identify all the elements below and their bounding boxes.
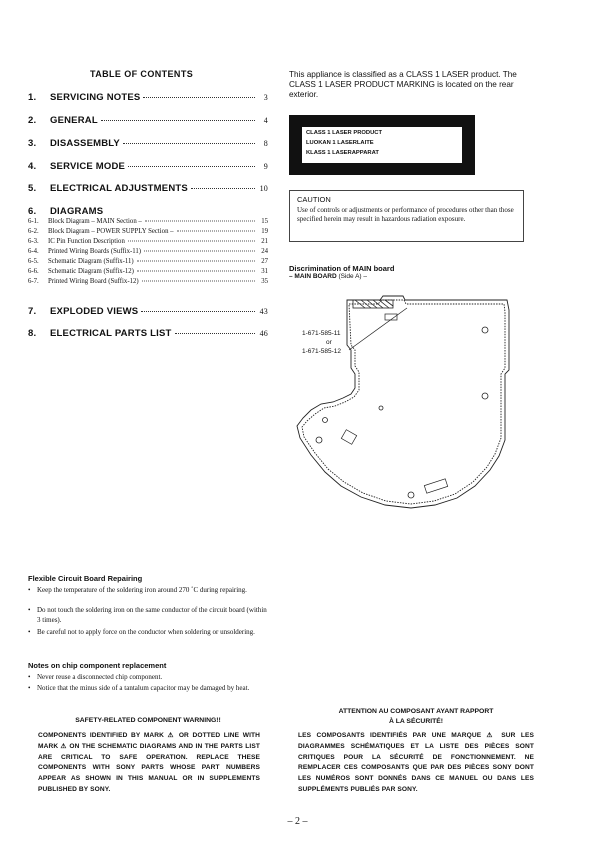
safety-warning-title: SAFETY-RELATED COMPONENT WARNING!!	[75, 717, 221, 724]
toc-item-page: 46	[259, 329, 268, 338]
safety-warning-text: COMPONENTS IDENTIFIED BY MARK ⚠ OR DOTTED LINE WITH MARK ⚠ ON THE SCHEMATIC DIAGRAMS AND IN THE PARTS LIST ARE CRITICAL TO SAFE OPERATION. REPLACE THESE COMPONENTS WITH SONY PARTS WHOSE PART NUMBERS APPEAR AS SHOWN IN THIS MANUAL OR IN SUPPLEMENTS PUBLISHED BY SONY.	[38, 732, 260, 793]
toc-subitem-number: 6-7.	[28, 278, 39, 285]
toc-item-number: 1.	[28, 92, 37, 103]
toc-item-label: DIAGRAMS	[50, 206, 104, 217]
toc-subitem-label: Schematic Diagram (Suffix-12)	[48, 268, 134, 275]
chip-notes-title: Notes on chip component replacement	[28, 661, 167, 670]
toc-subitem-page: 21	[261, 238, 268, 245]
toc-subitem-page: 27	[261, 258, 268, 265]
caution-box	[289, 190, 524, 242]
toc-subitem-page: 24	[261, 248, 268, 255]
bullet-text: Notice that the minus side of a tantalum capacitor may be damaged by heat.	[37, 684, 250, 692]
attention-text: LES COMPOSANTS IDENTIFIÉS PAR UNE MARQUE ⚠ SUR LES DIAGRAMMES SCHÉMATIQUES ET LA LISTE DES PIÈCES SONT CRITIQUES POUR LA SÉCURITÉ DE FONCTIONNEMENT. NE REMPLACER CES COMPOSANTS QUE PAR DES PIÈCES SONY DONT LES NUMÉROS SONT DONNÉS DANS CE MANUEL OU DANS LES SUPPLÉMENTS PUBLIÉS PAR SONY.	[298, 732, 534, 793]
toc-subitem-number: 6-6.	[28, 268, 39, 275]
main-board-diagram	[285, 290, 540, 515]
discrimination-title: Discrimination of MAIN board	[289, 264, 395, 273]
toc-item-number: 6.	[28, 206, 37, 217]
toc-item-electrical-parts-list[interactable]	[28, 328, 268, 339]
toc-leader-dots	[137, 271, 255, 272]
toc-item-number: 3.	[28, 138, 37, 149]
toc-item-label: ELECTRICAL ADJUSTMENTS	[50, 183, 188, 194]
toc-subitem-label: Block Diagram – POWER SUPPLY Section –	[48, 228, 174, 235]
toc-leader-dots	[177, 231, 255, 232]
caution-text: Use of controls or adjustments or performance of procedures other than those specified herein may result in hazardous radiation exposure.	[297, 206, 514, 223]
toc-item-page: 8	[263, 139, 268, 148]
toc-item-diagrams[interactable]	[28, 206, 268, 217]
toc-item-number: 4.	[28, 161, 37, 172]
toc-subitem[interactable]	[28, 278, 268, 285]
toc-subitem-number: 6-4.	[28, 248, 39, 255]
flex-repair-title: Flexible Circuit Board Repairing	[28, 574, 143, 583]
toc-leader-dots	[101, 120, 255, 121]
discrimination-subtitle	[289, 273, 367, 280]
toc-subitem[interactable]	[28, 258, 268, 265]
toc-leader-dots	[123, 143, 255, 144]
toc-item-page: 3	[263, 93, 268, 102]
toc-leader-dots	[137, 261, 255, 262]
laser-label-line: CLASS 1 LASER PRODUCT	[306, 130, 383, 136]
toc-item-electrical-adjustments[interactable]	[28, 183, 268, 194]
toc-subitem[interactable]	[28, 238, 268, 245]
toc-subitem-page: 31	[261, 268, 268, 275]
bullet-text: Be careful not to apply force on the conductor when soldering or unsoldering.	[37, 628, 255, 636]
toc-item-label: SERVICING NOTES	[50, 92, 141, 103]
toc-leader-dots	[142, 281, 255, 282]
board-pads	[341, 314, 447, 493]
toc-leader-dots	[141, 311, 255, 312]
toc-subitem-page: 19	[261, 228, 268, 235]
toc-leader-dots	[144, 251, 255, 252]
toc-leader-dots	[143, 97, 255, 98]
board-side: (Side A) –	[336, 273, 368, 280]
toc-item-general[interactable]	[28, 115, 268, 126]
toc-leader-dots	[175, 333, 255, 334]
toc-subitem-page: 15	[261, 218, 268, 225]
chip-notes-bullet: • Notice that the minus side of a tantalum capacitor may be damaged by heat.	[28, 684, 268, 694]
laser-label-line: LUOKAN 1 LASERLAITE	[306, 140, 374, 146]
bullet-text: Keep the temperature of the soldering iron around 270 ˚C during repairing.	[37, 586, 247, 594]
toc-item-page: 9	[263, 162, 268, 171]
toc-item-number: 8.	[28, 328, 37, 339]
flex-repair-bullet: • Keep the temperature of the soldering iron around 270 ˚C during repairing.	[28, 586, 268, 596]
toc-leader-dots	[128, 241, 255, 242]
toc-subitem-label: Printed Wiring Boards (Suffix-11)	[48, 248, 142, 255]
toc-item-number: 5.	[28, 183, 37, 194]
toc-leader-dots	[128, 166, 255, 167]
toc-subitem-number: 6-5.	[28, 258, 39, 265]
toc-item-label: GENERAL	[50, 115, 98, 126]
attention-title-line: ATTENTION AU COMPOSANT AYANT RAPPORT	[338, 708, 494, 715]
toc-subitem-number: 6-1.	[28, 218, 39, 225]
flex-repair-bullet: • Be careful not to apply force on the conductor when soldering or unsoldering.	[28, 628, 268, 638]
toc-leader-dots	[191, 188, 255, 189]
chip-notes-bullet: • Never reuse a disconnected chip component.	[28, 673, 268, 683]
toc-subitem-number: 6-3.	[28, 238, 39, 245]
toc-subitem-label: Schematic Diagram (Suffix-11)	[48, 258, 134, 265]
mounting-holes	[316, 327, 488, 498]
toc-subitem[interactable]	[28, 218, 268, 225]
toc-subitem-page: 35	[261, 278, 268, 285]
flex-repair-bullet: • Do not touch the soldering iron on the same conductor of the circuit board (within 3 times).	[28, 606, 267, 624]
toc-item-label: DISASSEMBLY	[50, 138, 120, 149]
toc-item-label: ELECTRICAL PARTS LIST	[50, 328, 172, 339]
board-connector	[353, 300, 393, 308]
board-name: – MAIN BOARD	[289, 273, 337, 280]
bullet-text: Do not touch the soldering iron on the same conductor of the circuit board (within 3 times).	[37, 606, 267, 624]
toc-item-page: 43	[259, 307, 268, 316]
toc-item-service-mode[interactable]	[28, 161, 268, 172]
toc-item-page: 10	[259, 184, 268, 193]
laser-class-notice: This appliance is classified as a CLASS 1 LASER product. The CLASS 1 LASER PRODUCT MARKING is located on the rear exterior.	[289, 70, 517, 99]
leader-line	[349, 308, 407, 350]
toc-item-label: SERVICE MODE	[50, 161, 126, 172]
toc-item-number: 7.	[28, 306, 37, 317]
toc-item-number: 2.	[28, 115, 37, 126]
toc-subitem-label: IC Pin Function Description	[48, 238, 125, 245]
toc-item-disassembly[interactable]	[28, 138, 268, 149]
toc-subitem[interactable]	[28, 268, 268, 275]
toc-item-servicing-notes[interactable]	[28, 92, 268, 103]
toc-item-exploded-views[interactable]	[28, 306, 268, 317]
page-number: – 2 –	[287, 816, 308, 827]
part-number-1: 1-671-585-11	[302, 330, 341, 337]
toc-item-label: EXPLODED VIEWS	[50, 306, 139, 317]
toc-subitem[interactable]	[28, 228, 268, 235]
board-outline	[297, 296, 509, 508]
toc-subitem-number: 6-2.	[28, 228, 39, 235]
laser-label-line: KLASS 1 LASERAPPARAT	[306, 150, 379, 156]
toc-title: TABLE OF CONTENTS	[90, 69, 194, 79]
toc-subitem-label: Printed Wiring Board (Suffix-12)	[48, 278, 139, 285]
toc-subitem-label: Block Diagram – MAIN Section –	[48, 218, 142, 225]
caution-title: CAUTION	[297, 195, 331, 204]
attention-title	[296, 707, 536, 727]
part-number-2: 1-671-585-12	[302, 348, 342, 355]
toc-item-page: 4	[263, 116, 268, 125]
toc-subitem[interactable]	[28, 248, 268, 255]
toc-leader-dots	[145, 221, 255, 222]
bullet-text: Never reuse a disconnected chip component.	[37, 673, 163, 681]
attention-title-line: À LA SÉCURITÉ!	[388, 718, 444, 725]
part-number-or: or	[326, 339, 332, 346]
